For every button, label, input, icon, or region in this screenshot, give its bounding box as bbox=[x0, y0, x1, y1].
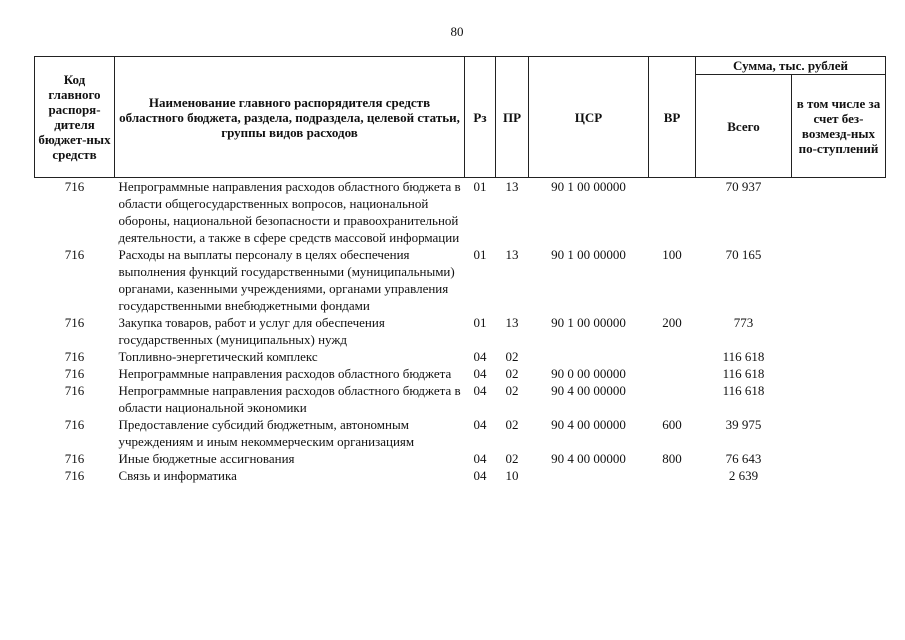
row-incl bbox=[792, 416, 886, 450]
row-code: 716 bbox=[64, 366, 85, 381]
row-pr: 02 bbox=[505, 349, 519, 364]
header-total: Всего bbox=[696, 75, 792, 178]
table-body bbox=[35, 178, 886, 485]
row-vr: 100 bbox=[662, 247, 682, 262]
row-name: Непрограммные направления расходов областного бюджета bbox=[118, 366, 452, 381]
row-csr bbox=[529, 348, 649, 365]
row-csr: 90 1 00 00000 bbox=[551, 179, 626, 194]
row-total: 116 618 bbox=[722, 349, 765, 364]
row-code: 716 bbox=[64, 468, 85, 483]
row-csr: 90 0 00 00000 bbox=[551, 366, 626, 381]
header-csr: ЦСР bbox=[529, 57, 649, 178]
row-name: Непрограммные направления расходов областного бюджета в области общегосударственных вопросов, национальной обороны, национальной безопасности и правоохранительной деятельности, а также в сфере средств массовой информации bbox=[118, 179, 461, 245]
row-vr: 800 bbox=[662, 451, 682, 466]
row-rz: 04 bbox=[473, 451, 487, 466]
row-vr: 600 bbox=[662, 417, 682, 432]
row-csr: 90 1 00 00000 bbox=[551, 315, 626, 330]
row-rz: 04 bbox=[473, 349, 487, 364]
row-rz: 04 bbox=[473, 383, 487, 398]
row-incl bbox=[792, 314, 886, 348]
budget-table bbox=[34, 56, 886, 484]
row-rz: 04 bbox=[473, 468, 487, 483]
row-name: Расходы на выплаты персоналу в целях обеспечения выполнения функций государственными (муниципальными) органами, казенными учреждениями, органами управления государственными внебюджетными фондами bbox=[118, 247, 455, 313]
row-csr: 90 1 00 00000 bbox=[551, 247, 626, 262]
table-row bbox=[35, 450, 886, 467]
row-pr: 10 bbox=[505, 468, 519, 483]
row-pr: 02 bbox=[505, 451, 519, 466]
row-total: 70 165 bbox=[725, 247, 762, 262]
row-vr bbox=[649, 382, 696, 416]
row-incl bbox=[792, 246, 886, 314]
row-rz: 01 bbox=[473, 179, 487, 194]
row-code: 716 bbox=[64, 349, 85, 364]
header-pr: ПР bbox=[496, 57, 529, 178]
row-pr: 02 bbox=[505, 383, 519, 398]
page-number: 80 bbox=[450, 24, 464, 39]
row-incl bbox=[792, 348, 886, 365]
row-csr: 90 4 00 00000 bbox=[551, 451, 626, 466]
header-vr: ВР bbox=[649, 57, 696, 178]
row-name: Непрограммные направления расходов областного бюджета в области национальной экономики bbox=[118, 383, 461, 415]
row-code: 716 bbox=[64, 315, 85, 330]
row-csr: 90 4 00 00000 bbox=[551, 417, 626, 432]
table-row bbox=[35, 416, 886, 450]
header-name: Наименование главного распорядителя средств областного бюджета, раздела, подраздела, целевой статьи, группы видов расходов bbox=[115, 57, 465, 178]
table-row bbox=[35, 467, 886, 484]
table-header bbox=[35, 57, 886, 178]
row-name: Предоставление субсидий бюджетным, автономным учреждениям и иным некоммерческим организациям bbox=[118, 417, 415, 449]
row-total: 76 643 bbox=[725, 451, 762, 466]
table-row bbox=[35, 246, 886, 314]
header-code: Код главного распоря-дителя бюджет-ных средств bbox=[35, 57, 115, 178]
row-code: 716 bbox=[64, 451, 85, 466]
table-row bbox=[35, 178, 886, 247]
row-pr: 02 bbox=[505, 366, 519, 381]
row-csr: 90 4 00 00000 bbox=[551, 383, 626, 398]
row-rz: 01 bbox=[473, 315, 487, 330]
header-rz: Рз bbox=[465, 57, 496, 178]
row-code: 716 bbox=[64, 383, 85, 398]
table-row bbox=[35, 348, 886, 365]
table-row bbox=[35, 314, 886, 348]
row-pr: 13 bbox=[505, 315, 519, 330]
row-total: 116 618 bbox=[722, 366, 765, 381]
row-rz: 04 bbox=[473, 366, 487, 381]
row-name: Топливно-энергетический комплекс bbox=[118, 349, 318, 364]
row-pr: 02 bbox=[505, 417, 519, 432]
row-vr bbox=[649, 365, 696, 382]
row-vr bbox=[649, 348, 696, 365]
row-incl bbox=[792, 178, 886, 247]
row-total: 116 618 bbox=[722, 383, 765, 398]
row-incl bbox=[792, 365, 886, 382]
row-total: 2 639 bbox=[728, 468, 759, 483]
row-name: Связь и информатика bbox=[118, 468, 237, 483]
header-incl: в том числе за счет без-возмезд-ных по-ступлений bbox=[792, 75, 886, 178]
row-rz: 01 bbox=[473, 247, 487, 262]
table-row bbox=[35, 382, 886, 416]
table-row bbox=[35, 365, 886, 382]
row-vr bbox=[649, 467, 696, 484]
row-code: 716 bbox=[64, 417, 85, 432]
row-vr: 200 bbox=[662, 315, 682, 330]
row-total: 773 bbox=[733, 315, 754, 330]
row-rz: 04 bbox=[473, 417, 487, 432]
row-code: 716 bbox=[64, 247, 85, 262]
row-incl bbox=[792, 467, 886, 484]
row-incl bbox=[792, 382, 886, 416]
row-total: 70 937 bbox=[725, 179, 762, 194]
row-name: Иные бюджетные ассигнования bbox=[118, 451, 295, 466]
row-vr bbox=[649, 178, 696, 247]
row-pr: 13 bbox=[505, 179, 519, 194]
row-csr bbox=[529, 467, 649, 484]
row-pr: 13 bbox=[505, 247, 519, 262]
row-name: Закупка товаров, работ и услуг для обеспечения государственных (муниципальных) нужд bbox=[118, 315, 385, 347]
row-code: 716 bbox=[64, 179, 85, 194]
row-incl bbox=[792, 450, 886, 467]
row-total: 39 975 bbox=[725, 417, 762, 432]
header-sum: Сумма, тыс. рублей bbox=[696, 57, 886, 75]
